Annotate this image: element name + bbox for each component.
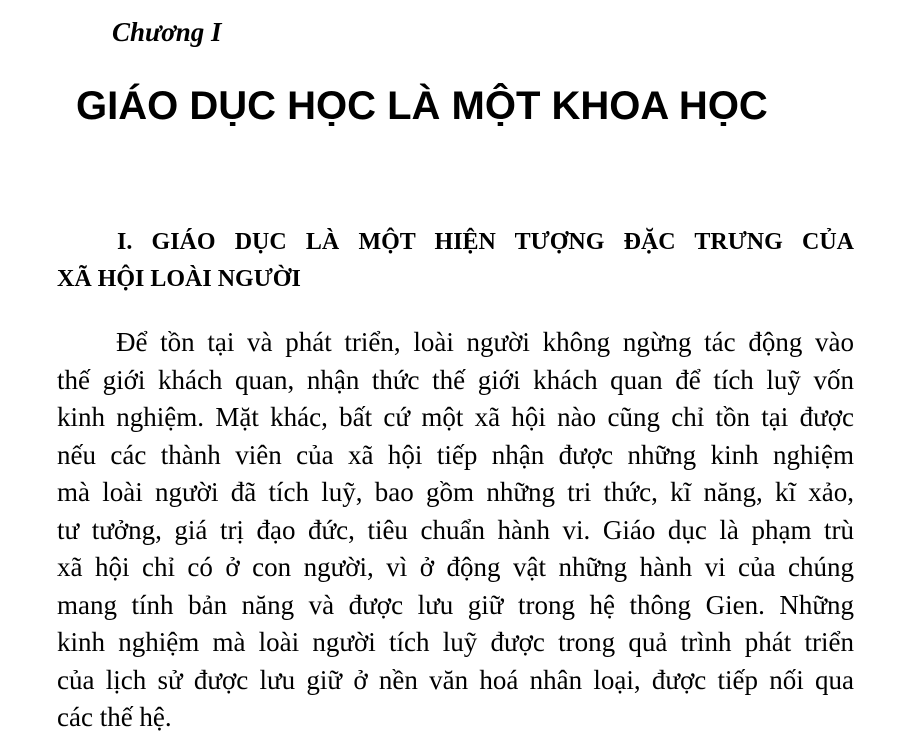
section-heading-line: XÃ HỘI LOÀI NGƯỜI xyxy=(57,266,301,292)
paragraph-line: kinh nghiệm mà loài người tích luỹ được trong quả trình phát triển xyxy=(57,627,854,657)
paragraph-line: xã hội chỉ có ở con người, vì ở động vật những hành vi của chúng xyxy=(57,552,854,582)
section-heading xyxy=(57,224,854,298)
section-heading-line: I. GIÁO DỤC LÀ MỘT HIỆN TƯỢNG ĐẶC TRƯNG CỦA xyxy=(117,229,854,255)
body-paragraph xyxy=(57,324,854,737)
paragraph-line: tư tưởng, giá trị đạo đức, tiêu chuẩn hành vi. Giáo dục là phạm trù xyxy=(57,514,854,545)
chapter-title: GIÁO DỤC HỌC LÀ MỘT KHOA HỌC xyxy=(76,84,768,128)
paragraph-line: mà loài người đã tích luỹ, bao gồm những tri thức, kĩ năng, kĩ xảo, xyxy=(57,477,854,507)
paragraph-line: thế giới khách quan, nhận thức thế giới khách quan để tích luỹ vốn xyxy=(57,364,854,395)
paragraph-line: mang tính bản năng và được lưu giữ trong hệ thông Gien. Những xyxy=(57,589,854,620)
paragraph-line: kinh nghiệm. Mặt khác, bất cứ một xã hội nào cũng chỉ tồn tại được xyxy=(57,402,854,432)
paragraph-line: nếu các thành viên của xã hội tiếp nhận được những kinh nghiệm xyxy=(57,439,854,470)
paragraph-line: các thế hệ. xyxy=(57,702,172,732)
paragraph-line: Để tồn tại và phát triển, loài người không ngừng tác động vào xyxy=(116,327,854,357)
paragraph-line: của lịch sử được lưu giữ ở nền văn hoá nhân loại, được tiếp nối qua xyxy=(57,664,854,695)
chapter-label: Chương I xyxy=(112,17,222,47)
